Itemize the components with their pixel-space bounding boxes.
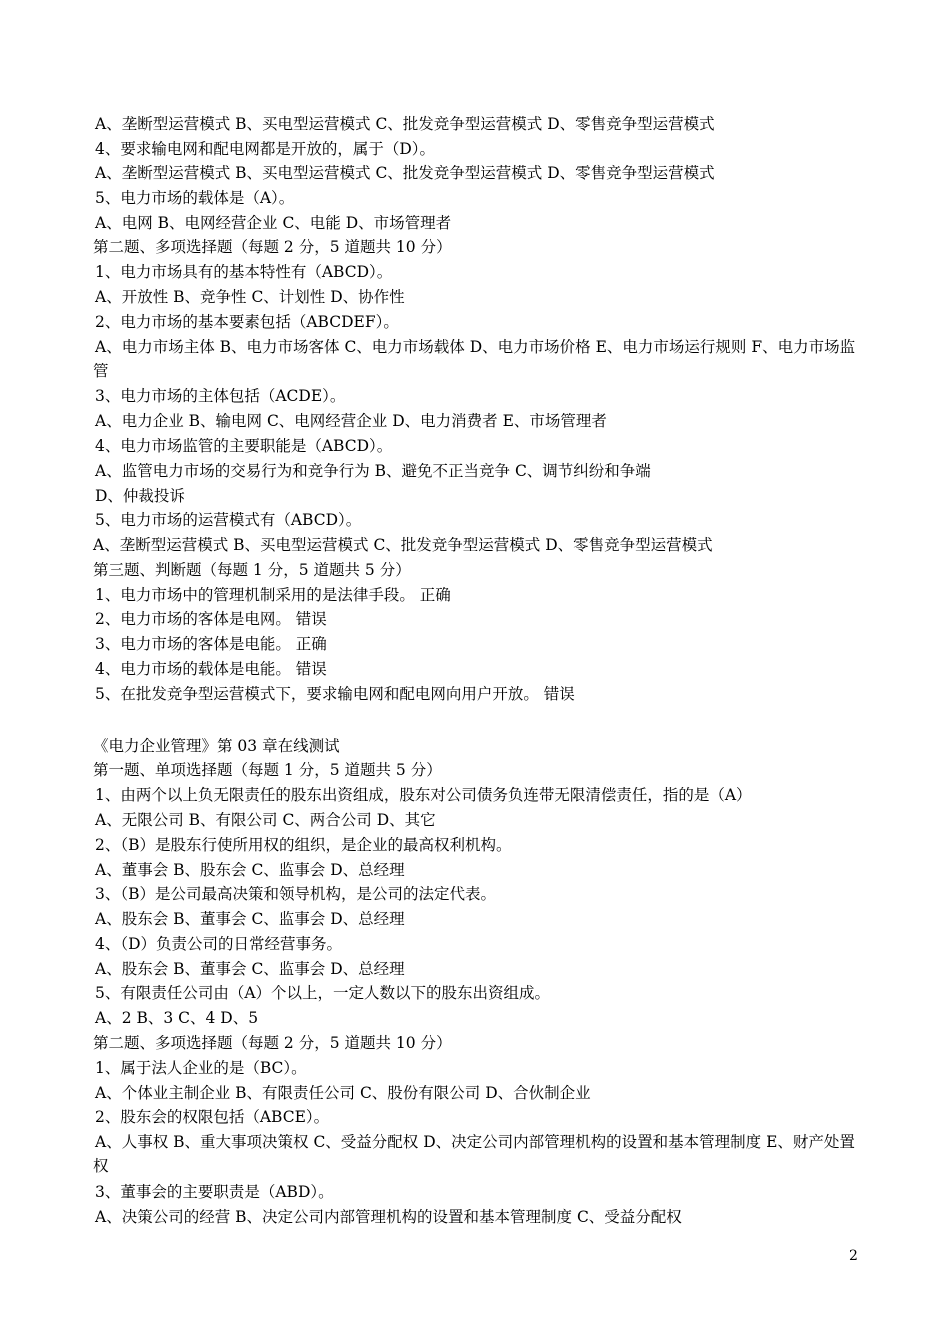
text-line: A、电力企业 B、输电网 C、电网经营企业 D、电力消费者 E、市场管理者 [95, 412, 607, 430]
page-number: 2 [849, 1248, 858, 1264]
text-line: 5、在批发竞争型运营模式下，要求输电网和配电网向用户开放。 错误 [95, 685, 575, 703]
text-line: A、人事权 B、重大事项决策权 C、受益分配权 D、决定公司内部管理机构的设置和基本管理制度 E、财产处置权 [93, 1133, 855, 1175]
text-line: 2、股东会的权限包括（ABCE）。 [95, 1108, 330, 1126]
text-line: 5、电力市场的载体是（A）。 [95, 189, 295, 207]
section-heading: 第一题、单项选择题（每题 1 分，5 道题共 5 分） [93, 761, 442, 779]
text-line: A、电力市场主体 B、电力市场客体 C、电力市场载体 D、电力市场价格 E、电力市场运行规则 F、电力市场监管 [93, 338, 856, 380]
chapter-title: 《电力企业管理》第 03 章在线测试 [93, 737, 340, 755]
text-line: 2、（B）是股东行使所用权的组织，是企业的最高权利机构。 [95, 836, 512, 854]
text-line: A、决策公司的经营 B、决定公司内部管理机构的设置和基本管理制度 C、受益分配权 [95, 1208, 682, 1226]
text-line: A、2 B、3 C、4 D、5 [95, 1009, 259, 1027]
text-line: D、仲裁投诉 [95, 487, 185, 505]
text-line: 1、电力市场具有的基本特性有（ABCD）。 [95, 263, 393, 281]
text-line: A、垄断型运营模式 B、买电型运营模式 C、批发竞争型运营模式 D、零售竞争型运营模式 [93, 536, 713, 554]
text-line: 4、电力市场的载体是电能。 错误 [95, 660, 327, 678]
text-line: 5、电力市场的运营模式有（ABCD）。 [95, 511, 362, 529]
text-line: 3、（B）是公司最高决策和领导机构，是公司的法定代表。 [95, 885, 497, 903]
text-line: A、股东会 B、董事会 C、监事会 D、总经理 [95, 960, 405, 978]
text-line: 2、电力市场的基本要素包括（ABCDEF）。 [95, 313, 399, 331]
section-heading: 第二题、多项选择题（每题 2 分，5 道题共 10 分） [93, 238, 452, 256]
text-line: 1、电力市场中的管理机制采用的是法律手段。 正确 [95, 586, 451, 604]
text-line: A、股东会 B、董事会 C、监事会 D、总经理 [95, 910, 405, 928]
text-line: A、垄断型运营模式 B、买电型运营模式 C、批发竞争型运营模式 D、零售竞争型运营模式 [95, 164, 715, 182]
text-line: 4、电力市场监管的主要职能是（ABCD）。 [95, 437, 393, 455]
text-line: 3、董事会的主要职责是（ABD）。 [95, 1183, 334, 1201]
text-line: A、监管电力市场的交易行为和竞争行为 B、避免不正当竞争 C、调节纠纷和争端 [95, 462, 651, 480]
text-line: 5、有限责任公司由（A）个以上，一定人数以下的股东出资组成。 [95, 984, 551, 1002]
text-line: A、垄断型运营模式 B、买电型运营模式 C、批发竞争型运营模式 D、零售竞争型运营模式 [95, 115, 715, 133]
text-line: 1、属于法人企业的是（BC）。 [95, 1059, 307, 1077]
text-line: A、开放性 B、竞争性 C、计划性 D、协作性 [95, 288, 405, 306]
text-line: 3、电力市场的主体包括（ACDE）。 [95, 387, 346, 405]
text-line: A、董事会 B、股东会 C、监事会 D、总经理 [95, 861, 405, 879]
text-line: 4、（D）负责公司的日常经营事务。 [95, 935, 343, 953]
text-line: 3、电力市场的客体是电能。 正确 [95, 635, 327, 653]
text-line: 4、要求输电网和配电网都是开放的，属于（D）。 [95, 140, 436, 158]
text-line: 2、电力市场的客体是电网。 错误 [95, 610, 327, 628]
section-heading: 第三题、判断题（每题 1 分，5 道题共 5 分） [93, 561, 411, 579]
text-line: A、无限公司 B、有限公司 C、两合公司 D、其它 [95, 811, 436, 829]
text-line: A、个体业主制企业 B、有限责任公司 C、股份有限公司 D、合伙制企业 [95, 1084, 591, 1102]
text-line: 1、由两个以上负无限责任的股东出资组成，股东对公司债务负连带无限清偿责任，指的是（A） [95, 786, 752, 804]
section-heading: 第二题、多项选择题（每题 2 分，5 道题共 10 分） [93, 1034, 452, 1052]
text-line: A、电网 B、电网经营企业 C、电能 D、市场管理者 [95, 214, 452, 232]
